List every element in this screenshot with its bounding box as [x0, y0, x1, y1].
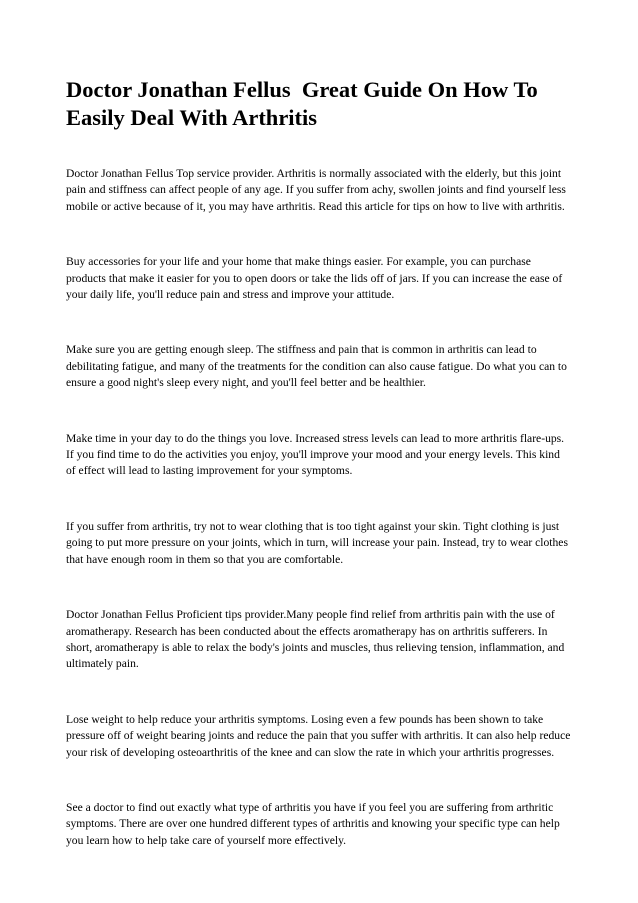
paragraph-intro: Doctor Jonathan Fellus Top service provider. Arthritis is normally associated with the elderly, but this joint pain and stiffness can affect people of any age. If you suffer from achy, swollen joints and find yourself less mobile or active because of it, you may have arthritis. Read this article for tips on how to live with arthritis. [66, 167, 566, 213]
paragraph-see-doctor: See a doctor to find out exactly what type of arthritis you have if you feel you are suffering from arthritic symptoms. There are over one hundred different types of arthritis and knowing your specific type can help you learn how to help take care of yourself more effectively. [66, 800, 560, 847]
paragraph-accessories: Buy accessories for your life and your home that make things easier. For example, you can purchase products that make it easier for you to open doors or take the lids off of jars. If you can increase the ease of your daily life, you'll reduce pain and stress and improve your attitude. [66, 255, 563, 302]
paragraph-lose-weight: Lose weight to help reduce your arthritis symptoms. Losing even a few pounds has been shown to take pressure off of weight bearing joints and reduce the pain that you suffer with arthritis. It can also help reduce your risk of developing osteoarthritis of the knee and can slow the rate in which your arthritis progresses. [66, 712, 571, 759]
document-page [66, 76, 572, 849]
document-title: Doctor Jonathan Fellus Great Guide On How To Easily Deal With Arthritis [66, 77, 544, 130]
paragraph-sleep: Make sure you are getting enough sleep. The stiffness and pain that is common in arthritis can lead to debilitating fatigue, and many of the treatments for the condition can also cause fatigue. Do what you can to ensure a good night's sleep every night, and you'll feel better and be healthier. [66, 343, 567, 390]
paragraph-clothing: If you suffer from arthritis, try not to wear clothing that is too tight against your skin. Tight clothing is just going to put more pressure on your joints, which in turn, will increase your pain. Instead, try to wear clothes that have enough room in them so that you are comfortable. [66, 519, 568, 566]
paragraph-make-time: Make time in your day to do the things you love. Increased stress levels can lead to more arthritis flare-ups. If you find time to do the activities you enjoy, you'll improve your mood and your energy levels. This kind of effect will lead to lasting improvement for your symptoms. [66, 431, 565, 478]
paragraph-aromatherapy: Doctor Jonathan Fellus Proficient tips provider.Many people find relief from arthritis pain with the use of aromatherapy. Research has been conducted about the effects aromatherapy has on arthritis sufferers. In short, aromatherapy is able to relax the body's joints and muscles, thus relieving tension, inflammation, and ultimately pain. [66, 608, 565, 671]
